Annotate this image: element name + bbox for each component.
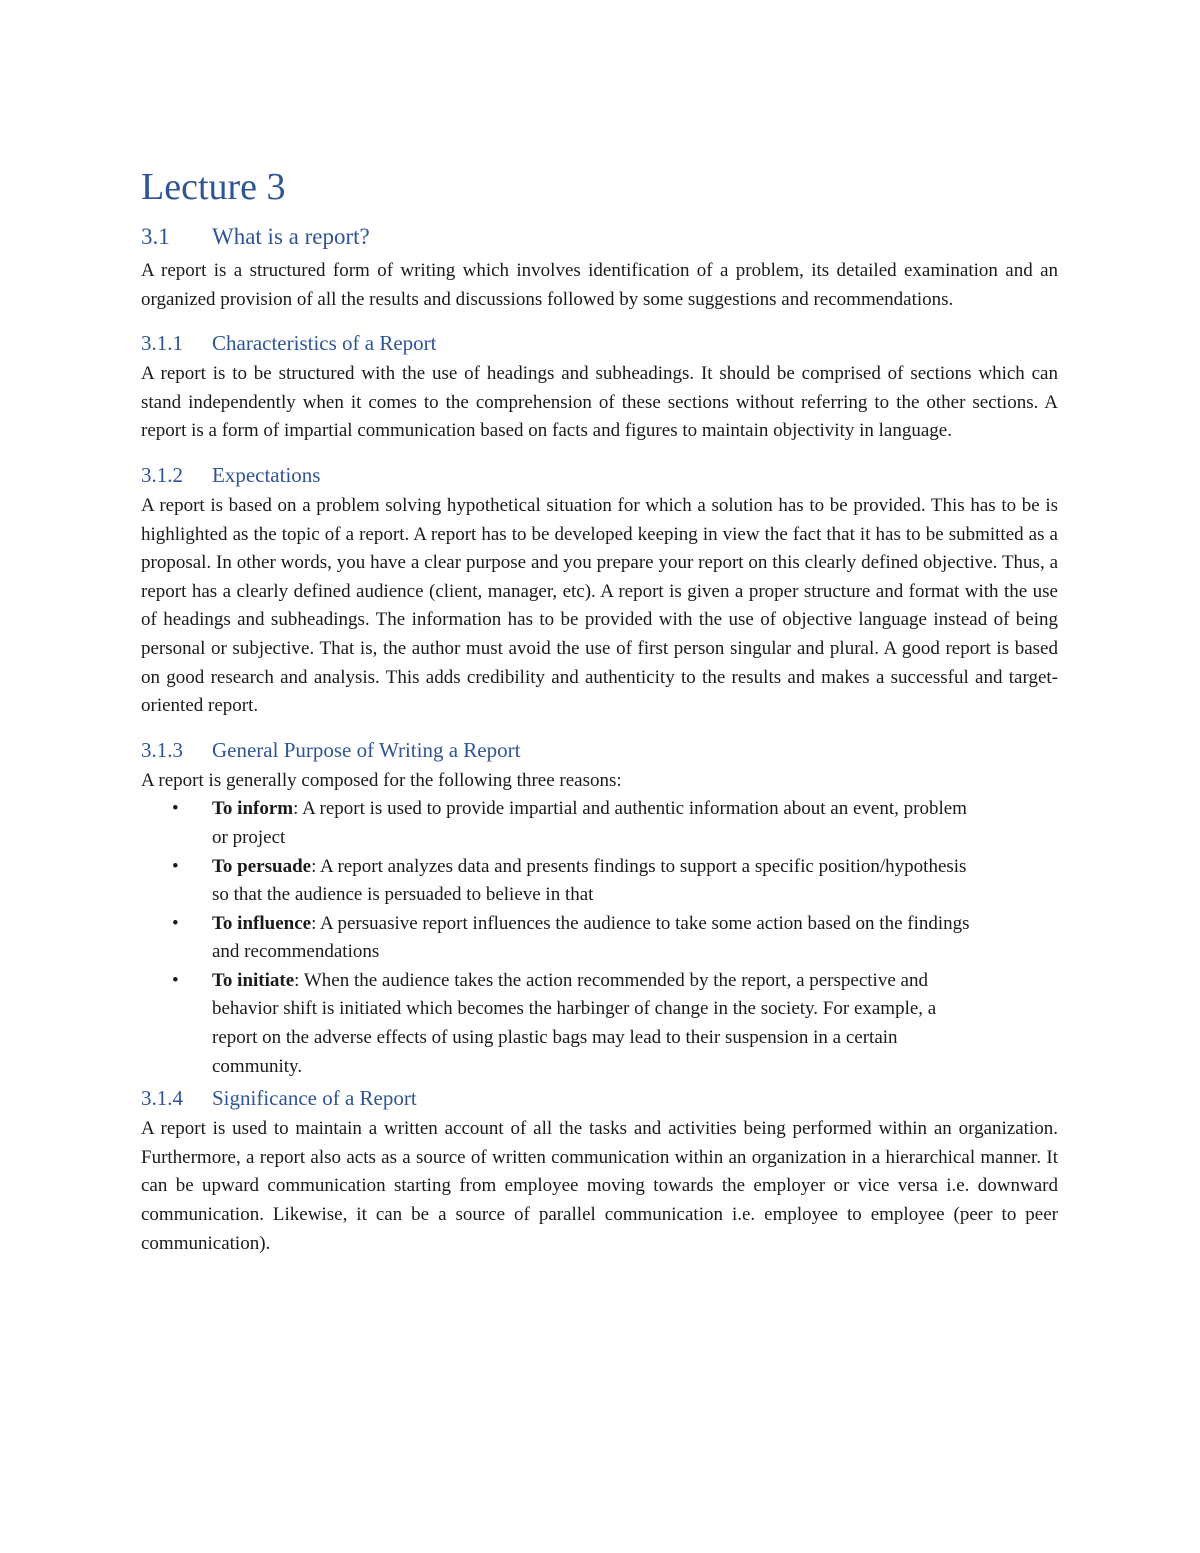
list-item-term: To initiate <box>212 969 295 991</box>
list-item-text: : When the audience takes the action recommended by the report, a perspective and behavior shift is initiated which becomes the harbinger of change in the society. For example, a report on the adverse effects of using plastic bags may lead to their suspension in a certain community. <box>212 969 937 1077</box>
list-item-text: : A report analyzes data and presents findings to support a specific position/hypothesis so that the audience is persuaded to believe in that <box>212 855 967 906</box>
section-3-1 <box>141 223 1058 314</box>
subsection-title: General Purpose of Writing a Report <box>212 737 521 762</box>
list-item <box>172 795 972 852</box>
document-page <box>141 165 1058 1274</box>
subsection-title: Characteristics of a Report <box>212 331 437 356</box>
list-item <box>172 853 972 910</box>
reasons-list <box>141 795 1058 1081</box>
subsection-number: 3.1.2 <box>141 462 183 487</box>
list-item-term: To influence <box>212 912 312 934</box>
section-3-1-1 <box>141 330 1058 446</box>
bullet-icon: • <box>172 798 179 820</box>
section-3-1-4 <box>141 1085 1058 1258</box>
list-item-term: To persuade <box>212 855 312 877</box>
list-item <box>172 910 972 967</box>
section-title: What is a report? <box>212 224 370 249</box>
subsection-body: A report is based on a problem solving hypothetical situation for which a solution has to be provided. This has to be is highlighted as the topic of a report. A report has to be developed keeping in view the fact that it has to be submitted as a proposal. In other words, you have a clear purpose and you prepare your report on this clearly defined objective. Thus, a report has a clearly defined audience (client, manager, etc). A report is given a proper structure and format with the use of headings and subheadings. The information has to be provided with the use of objective language instead of being personal or subjective. That is, the author must avoid the use of first person singular and plural. A good report is based on good research and analysis. This adds credibility and authenticity to the results and makes a successful and target-oriented report. <box>141 494 1058 717</box>
subsection-body: A report is used to maintain a written account of all the tasks and activities being performed within an organization. Furthermore, a report also acts as a source of written communication within an organization in a hierarchical manner. It can be upward communication starting from employee moving towards the employer or vice versa i.e. downward communication. Likewise, it can be a source of parallel communication i.e. employee to employee (peer to peer communication). <box>141 1118 1058 1254</box>
subsection-heading <box>141 737 1058 763</box>
subsection-title: Significance of a Report <box>212 1086 417 1111</box>
lecture-title: Lecture 3 <box>141 166 286 208</box>
section-heading <box>141 223 1058 251</box>
section-number: 3.1 <box>141 224 170 249</box>
section-3-1-2 <box>141 462 1058 721</box>
section-body: A report is a structured form of writing which involves identification of a problem, its detailed examination and an organized provision of all the results and discussions followed by some suggestions and recommendations. <box>141 260 1058 310</box>
section-3-1-3 <box>141 737 1058 1082</box>
subsection-intro: A report is generally composed for the following three reasons: <box>141 769 622 791</box>
subsection-number: 3.1.3 <box>141 737 183 762</box>
bullet-icon: • <box>172 855 179 877</box>
bullet-icon: • <box>172 912 179 934</box>
list-item-text: : A report is used to provide impartial and authentic information about an event, problem or project <box>212 798 967 848</box>
list-item-term: To inform <box>212 798 294 820</box>
list-item-text: : A persuasive report influences the audience to take some action based on the findings and recommendations <box>212 912 970 963</box>
subsection-title: Expectations <box>212 462 321 487</box>
subsection-number: 3.1.1 <box>141 331 183 356</box>
list-item <box>172 967 972 1081</box>
subsection-heading <box>141 1085 1058 1111</box>
subsection-body: A report is to be structured with the use of headings and subheadings. It should be comprised of sections which can stand independently when it comes to the comprehension of these sections without referring to the other sections. A report is a form of impartial communication based on facts and figures to maintain objectivity in language. <box>141 363 1058 442</box>
bullet-icon: • <box>172 969 179 991</box>
subsection-heading <box>141 330 1058 356</box>
subsection-heading <box>141 462 1058 488</box>
subsection-number: 3.1.4 <box>141 1086 183 1111</box>
